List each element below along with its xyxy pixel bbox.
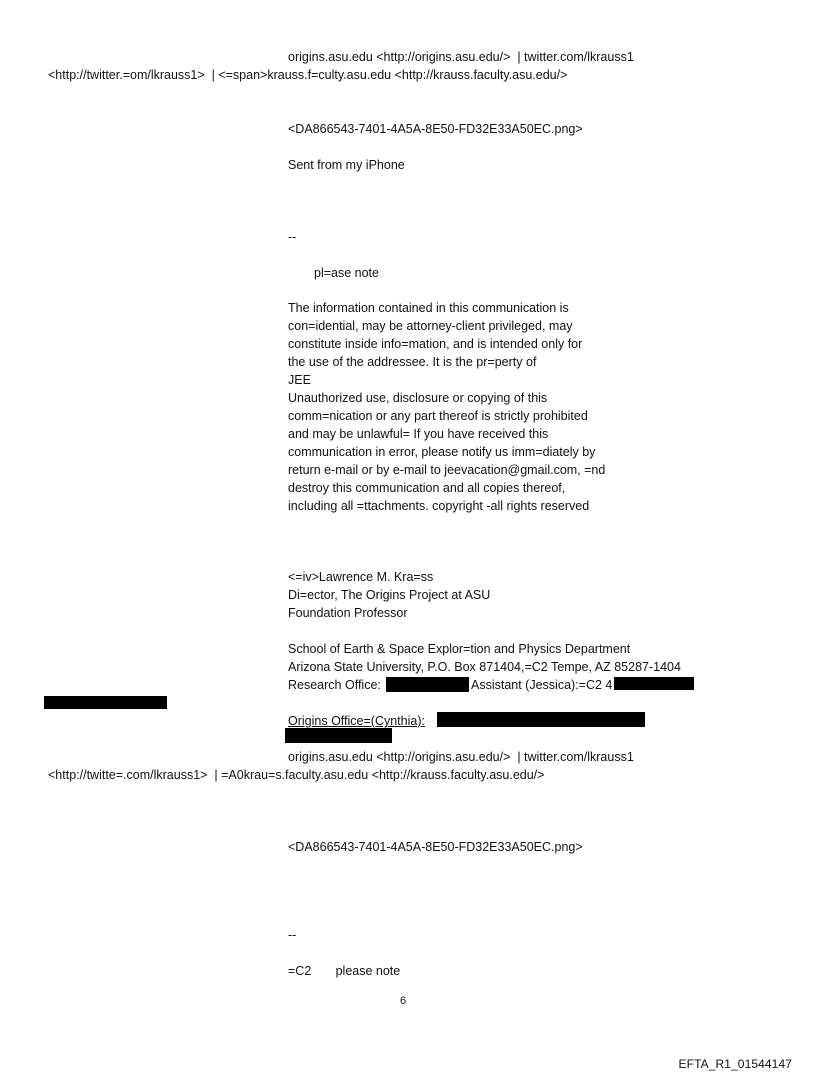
attachment-filename: <DA866543-7401-4A5A-8E50-FD32E33A50EC.png> — [288, 122, 583, 136]
footer-links-line-2: <http://twitte=.com/lkrauss1> | =A0krau=s.faculty.asu.edu <http://krauss.faculty.asu.edu/> — [48, 768, 545, 782]
page-number: 6 — [400, 995, 407, 1007]
disclaimer-line: destroy this communication and all copies thereof, — [288, 481, 566, 495]
signature-name: <=iv>Lawrence M. Kra=ss — [288, 570, 434, 584]
research-office-label: Research Office: — [288, 678, 381, 692]
disclaimer-line: The information contained in this communication is — [288, 301, 569, 315]
redaction-bar — [437, 712, 645, 727]
redaction-bar — [285, 728, 392, 743]
please-note-heading: pl=ase note — [314, 266, 379, 280]
signature-title: Di=ector, The Origins Project at ASU — [288, 588, 491, 602]
signature-school: School of Earth & Space Explor=tion and Physics Department — [288, 642, 631, 656]
header-links-line-1: origins.asu.edu <http://origins.asu.edu/> | twitter.com/lkrauss1 — [288, 50, 634, 64]
redaction-bar — [614, 677, 694, 690]
disclaimer-line: the use of the addressee. It is the pr=perty of — [288, 355, 537, 369]
separator-dashes: -- — [288, 230, 297, 244]
disclaimer-line: including all =ttachments. copyright -all rights reserved — [288, 499, 590, 513]
footer-links-line-1: origins.asu.edu <http://origins.asu.edu/> | twitter.com/lkrauss1 — [288, 750, 634, 764]
signature-role: Foundation Professor — [288, 606, 408, 620]
attachment-filename: <DA866543-7401-4A5A-8E50-FD32E33A50EC.png> — [288, 840, 583, 854]
assistant-label: Assistant (Jessica):=C2 4 — [471, 678, 613, 692]
disclaimer-line: constitute inside info=mation, and is intended only for — [288, 337, 583, 351]
disclaimer-line: and may be unlawful= If you have received this — [288, 427, 549, 441]
sent-from-line: Sent from my iPhone — [288, 158, 405, 172]
redaction-bar — [44, 696, 167, 709]
document-id: EFTA_R1_01544147 — [678, 1057, 792, 1071]
redaction-bar — [386, 677, 469, 692]
origins-office-label: Origins Office=(Cynthia): — [288, 714, 425, 728]
disclaimer-line: JEE — [288, 373, 311, 387]
header-links-line-2: <http://twitter.=om/lkrauss1> | <=span>krauss.f=culty.asu.edu <http://krauss.faculty.asu.edu/> — [48, 68, 568, 82]
disclaimer-line: communication in error, please notify us imm=diately by — [288, 445, 596, 459]
disclaimer-line: con=idential, may be attorney-client privileged, may — [288, 319, 573, 333]
disclaimer-line: return e-mail or by e-mail to jeevacation@gmail.com, =nd — [288, 463, 606, 477]
separator-dashes: -- — [288, 928, 297, 942]
disclaimer-line: comm=nication or any part thereof is strictly prohibited — [288, 409, 588, 423]
please-note-heading: =C2 please note — [288, 964, 401, 978]
disclaimer-line: Unauthorized use, disclosure or copying of this — [288, 391, 548, 405]
signature-address: Arizona State University, P.O. Box 871404,=C2 Tempe, AZ 85287-1404 — [288, 660, 681, 674]
